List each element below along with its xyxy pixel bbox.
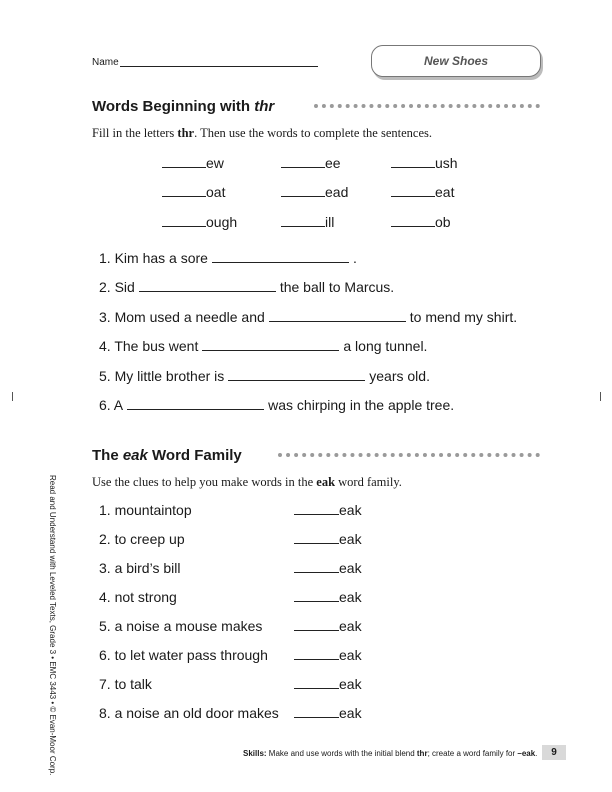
answer-blank[interactable]	[127, 409, 264, 410]
word-item[interactable]: eat	[391, 184, 454, 200]
eak-answer[interactable]: eak	[294, 589, 362, 605]
clue-item: 3. a bird’s bill	[99, 560, 181, 576]
word-item[interactable]: ough	[162, 214, 237, 230]
clue-item: 1. mountaintop	[99, 502, 192, 518]
answer-blank[interactable]	[269, 321, 406, 322]
eak-answer[interactable]: eak	[294, 618, 362, 634]
sentence-item: 6. A was chirping in the apple tree.	[99, 397, 455, 413]
eak-answer[interactable]: eak	[294, 676, 362, 692]
answer-blank[interactable]	[139, 291, 276, 292]
eak-answer[interactable]: eak	[294, 531, 362, 547]
clue-item: 7. to talk	[99, 676, 152, 692]
section1-instruction: Fill in the letters thr. Then use the words to complete the sentences.	[92, 126, 432, 140]
word-item[interactable]: ob	[391, 214, 451, 230]
page-number: 9	[542, 745, 566, 760]
section2-heading: The eak Word Family	[92, 447, 242, 464]
skills-text: Skills: Make and use words with the initial blend thr; create a word family for –eak.	[243, 749, 538, 758]
word-item[interactable]: ew	[162, 155, 224, 171]
eak-answer[interactable]: eak	[294, 560, 362, 576]
answer-blank[interactable]	[202, 350, 339, 351]
name-label: Name	[92, 57, 119, 68]
word-item[interactable]: oat	[162, 184, 225, 200]
crop-mark-right	[600, 392, 601, 401]
sentence-item: 2. Sid the ball to Marcus.	[99, 279, 395, 295]
word-item[interactable]: ead	[281, 184, 348, 200]
word-item[interactable]: ee	[281, 155, 341, 171]
word-item[interactable]: ill	[281, 214, 334, 230]
clue-item: 6. to let water pass through	[99, 647, 268, 663]
section1-heading: Words Beginning with thr	[92, 98, 275, 115]
sentence-item: 4. The bus went a long tunnel.	[99, 338, 428, 354]
eak-answer[interactable]: eak	[294, 647, 362, 663]
section2-dots	[278, 453, 540, 457]
section1-dots	[314, 104, 540, 108]
word-item[interactable]: ush	[391, 155, 458, 171]
section2-instruction: Use the clues to help you make words in the eak word family.	[92, 475, 402, 489]
answer-blank[interactable]	[212, 262, 349, 263]
crop-mark-left	[12, 392, 13, 401]
eak-answer[interactable]: eak	[294, 502, 362, 518]
answer-blank[interactable]	[228, 380, 365, 381]
clue-item: 5. a noise a mouse makes	[99, 618, 263, 634]
story-title: New Shoes	[423, 54, 489, 68]
sentence-item: 1. Kim has a sore .	[99, 250, 357, 266]
name-line[interactable]	[120, 66, 318, 67]
eak-answer[interactable]: eak	[294, 705, 362, 721]
side-credit-text: Read and Understand with Leveled Texts, Grade 3 • EMC 3443 • © Evan-Moor Corp.	[48, 475, 57, 776]
sentence-item: 3. Mom used a needle and to mend my shirt.	[99, 309, 518, 325]
clue-item: 4. not strong	[99, 589, 177, 605]
clue-item: 8. a noise an old door makes	[99, 705, 279, 721]
story-title-box	[371, 45, 541, 77]
clue-item: 2. to creep up	[99, 531, 185, 547]
sentence-item: 5. My little brother is years old.	[99, 368, 430, 384]
